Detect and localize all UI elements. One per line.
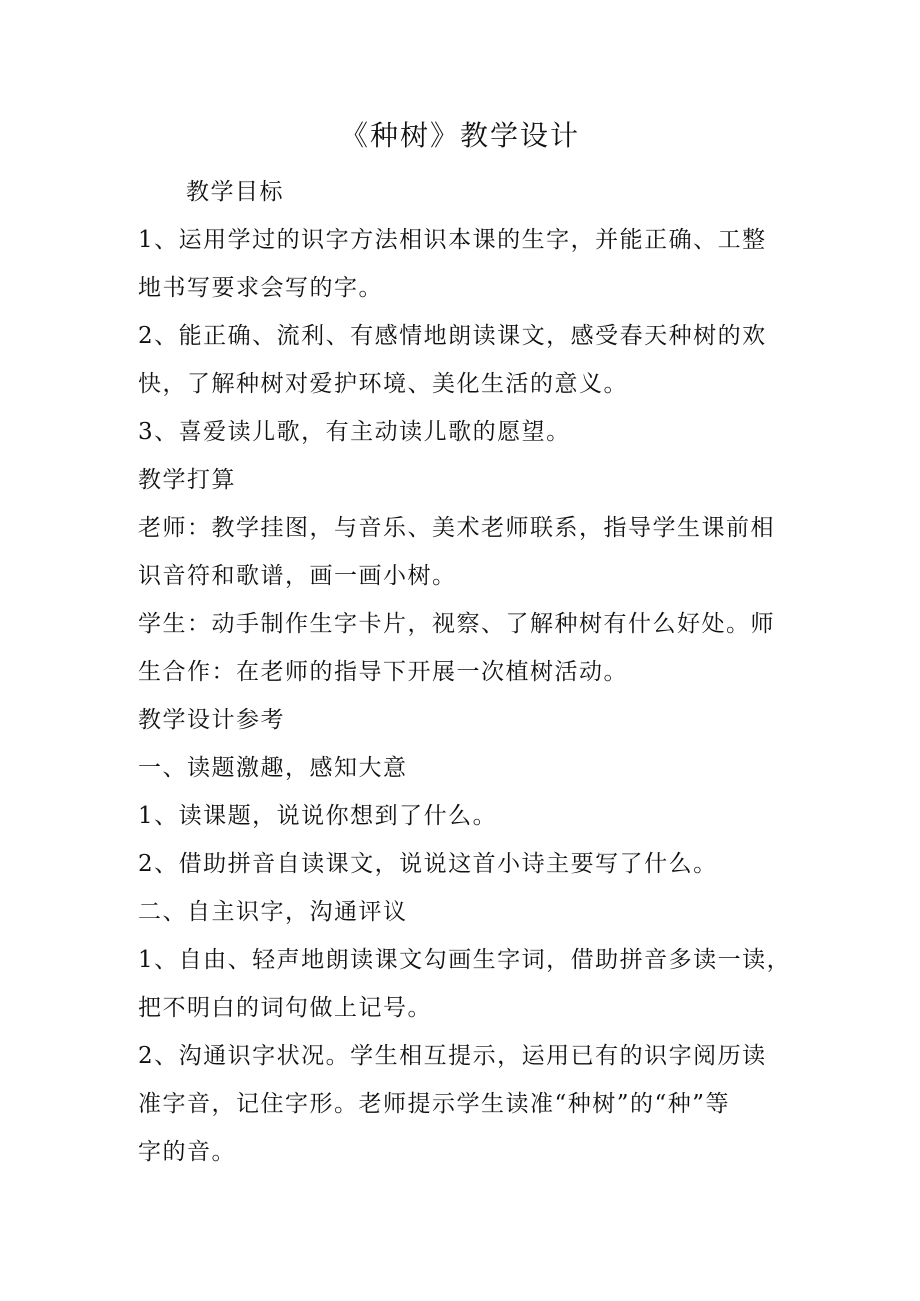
paragraph-line: 1、运用学过的识字方法相识本课的生字，并能正确、工整 (138, 227, 767, 253)
paragraph-line: 学生：动手制作生字卡片，视察、了解种树有什么好处。师 (138, 611, 775, 637)
paragraph-line: 准字音，记住字形。老师提示学生读准“种树”的“种”等 (138, 1091, 731, 1117)
paragraph-line: 2、借助拼音自读课文，说说这首小诗主要写了什么。 (138, 851, 718, 877)
paragraph-line: 识音符和歌谱，画一画小树。 (138, 563, 457, 589)
paragraph-line: 地书写要求会写的字。 (138, 275, 383, 301)
section-heading-objectives: 教学目标 (186, 179, 284, 205)
document-title: 《种树》教学设计 (339, 119, 580, 152)
paragraph-line: 字的音。 (138, 1139, 236, 1165)
paragraph-line: 生合作：在老师的指导下开展一次植树活动。 (138, 659, 628, 685)
subsection-heading: 一、读题激趣，感知大意 (138, 755, 408, 781)
section-heading-preparation: 教学打算 (138, 467, 236, 493)
subsection-heading: 二、自主识字，沟通评议 (138, 899, 408, 925)
section-heading-design-reference: 教学设计参考 (138, 707, 285, 733)
paragraph-line: 3、喜爱读儿歌，有主动读儿歌的愿望。 (138, 419, 571, 445)
paragraph-line: 2、沟通识字状况。学生相互提示，运用已有的识字阅历读 (138, 1043, 767, 1069)
paragraph-line: 把不明白的词句做上记号。 (138, 995, 432, 1021)
paragraph-line: 1、自由、轻声地朗读课文勾画生字词，借助拼音多读一读， (138, 947, 792, 973)
document-body (138, 168, 792, 1176)
paragraph-line: 1、读课题，说说你想到了什么。 (138, 803, 498, 829)
paragraph-line: 老师：教学挂图，与音乐、美术老师联系，指导学生课前相 (138, 515, 775, 541)
paragraph-line: 2、能正确、流利、有感情地朗读课文，感受春天种树的欢 (138, 323, 767, 349)
paragraph-line: 快，了解种树对爱护环境、美化生活的意义。 (138, 371, 628, 397)
